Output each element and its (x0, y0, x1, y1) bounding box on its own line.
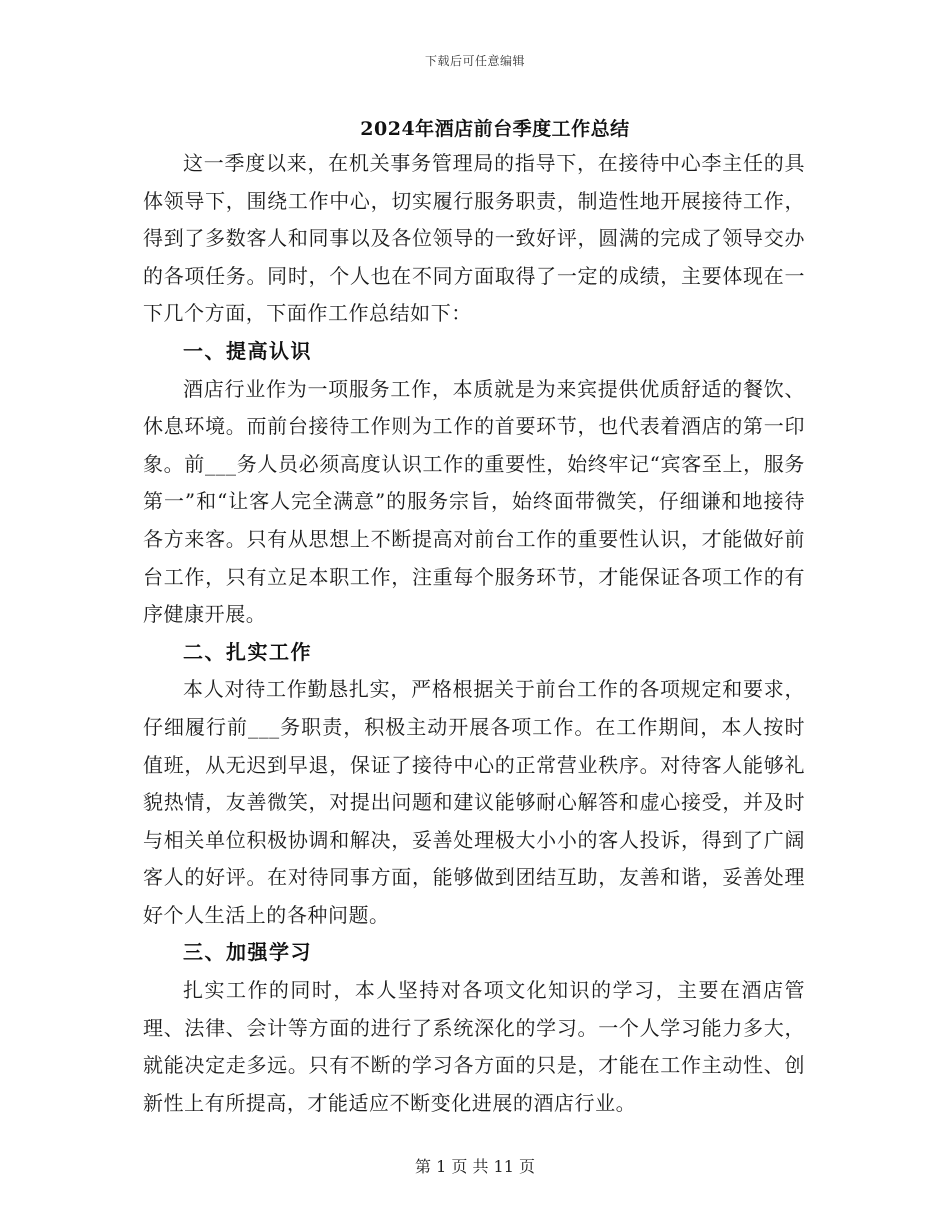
section-paragraph-2: 本人对待工作勤恳扎实，严格根据关于前台工作的各项规定和要求，仔细履行前___务职责，积极主动开展各项工作。在工作期间，本人按时值班，从无迟到早退，保证了接待中心的正常营业秩序。对待客人能够礼貌热情，友善微笑，对提出问题和建议能够耐心解答和虚心接受，并及时与相关单位积极协调和解决，妥善处理极大小小的客人投诉，得到了广阔客人的好评。在对待同事方面，能够做到团结互助，友善和谐，妥善处理好个人生活上的各种问题。 (143, 677, 805, 927)
header-note: 下载后可任意编辑 (424, 54, 525, 68)
document-body (143, 145, 805, 1122)
page-footer: 第 1 页 共 11 页 (415, 1157, 535, 1176)
section-paragraph-1: 酒店行业作为一项服务工作，本质就是为来宾提供优质舒适的餐饮、休息环境。而前台接待工作则为工作的首要环节，也代表着酒店的第一印象。前___务人员必须高度认识工作的重要性，始终牢记“宾客至上，服务第一”和“让客人完全满意”的服务宗旨，始终面带微笑，仔细谦和地接待各方来客。只有从思想上不断提高对前台工作的重要性认识，才能做好前台工作，只有立足本职工作，注重每个服务环节，才能保证各项工作的有序健康开展。 (143, 376, 805, 627)
section-heading-2: 二、扎实工作 (183, 639, 312, 664)
intro-paragraph: 这一季度以来，在机关事务管理局的指导下，在接待中心李主任的具体领导下，围绕工作中心，切实履行服务职责，制造性地开展接待工作，得到了多数客人和同事以及各位领导的一致好评，圆满的完成了领导交办的各项任务。同时，个人也在不同方面取得了一定的成绩，主要体现在一下几个方面，下面作工作总结如下： (143, 151, 805, 326)
document-title: 2024年酒店前台季度工作总结 (360, 118, 630, 140)
section-heading-3: 三、加强学习 (183, 940, 312, 965)
section-heading-1: 一、提高认识 (183, 338, 312, 363)
section-paragraph-3: 扎实工作的同时，本人坚持对各项文化知识的学习，主要在酒店管理、法律、会计等方面的进行了系统深化的学习。一个人学习能力多大，就能决定走多远。只有不断的学习各方面的只是，才能在工作主动性、创新性上有所提高，才能适应不断变化进展的酒店行业。 (143, 978, 805, 1115)
